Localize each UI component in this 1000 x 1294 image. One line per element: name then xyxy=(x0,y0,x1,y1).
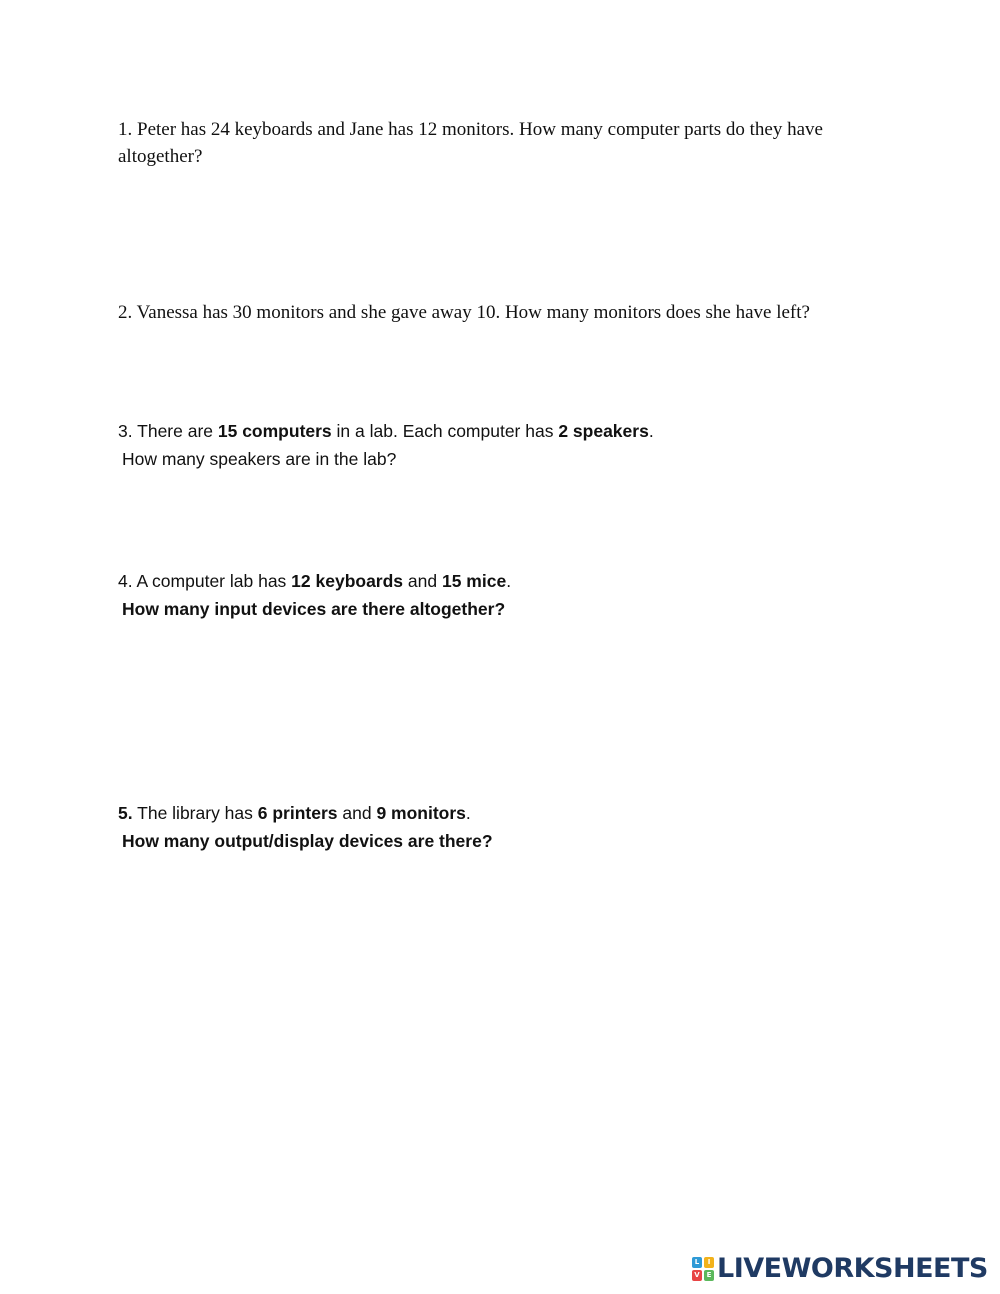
question-5-number: 5. xyxy=(118,803,133,823)
question-3-line-1 xyxy=(118,417,878,445)
question-2-line-1: 2. Vanessa has 30 monitors and she gave away 10. How many monitors does she have left? xyxy=(118,302,810,323)
question-1 xyxy=(118,116,878,170)
question-3 xyxy=(118,417,878,473)
question-3-bold-speakers: 2 speakers xyxy=(558,421,649,441)
question-1-line-2: altogether? xyxy=(118,146,203,167)
question-5-bold-printers: 6 printers xyxy=(257,803,338,823)
question-3-bold-computers: 15 computers xyxy=(217,421,332,441)
question-5-text-c: and xyxy=(337,803,377,823)
question-3-line-2: How many speakers are in the lab? xyxy=(122,449,397,469)
question-4-line-2: How many input devices are there altogether? xyxy=(122,599,506,619)
logo-mark-v: V xyxy=(692,1270,702,1281)
question-5-text-e: . xyxy=(465,803,471,823)
question-4-text-e: . xyxy=(506,571,512,591)
logo-mark-icon xyxy=(692,1257,714,1281)
question-4-bold-keyboards: 12 keyboards xyxy=(291,571,404,591)
question-5-text-a: The library has xyxy=(132,803,258,823)
logo-mark-l: L xyxy=(692,1257,702,1268)
question-4-line-1 xyxy=(118,567,878,595)
question-1-line-1: 1. Peter has 24 keyboards and Jane has 12 monitors. How many computer parts do they have xyxy=(118,119,823,140)
question-5-line-2: How many output/display devices are there? xyxy=(122,831,493,851)
question-3-text-e: . xyxy=(648,421,654,441)
question-5-line-1 xyxy=(118,799,878,827)
question-4-text-a: 4. A computer lab has xyxy=(118,571,292,591)
question-5-bold-monitors: 9 monitors xyxy=(376,803,466,823)
logo-text: LIVEWORKSHEETS xyxy=(717,1253,988,1284)
question-2 xyxy=(118,299,878,326)
question-4-text-c: and xyxy=(403,571,442,591)
liveworksheets-logo xyxy=(692,1253,988,1285)
question-3-text-c: in a lab. Each computer has xyxy=(331,421,559,441)
question-4 xyxy=(118,567,878,623)
logo-mark-i: I xyxy=(704,1257,714,1268)
question-5 xyxy=(118,799,878,855)
question-3-text-a: 3. There are xyxy=(118,421,218,441)
logo-mark-e: E xyxy=(704,1270,714,1281)
question-4-bold-mice: 15 mice xyxy=(441,571,507,591)
